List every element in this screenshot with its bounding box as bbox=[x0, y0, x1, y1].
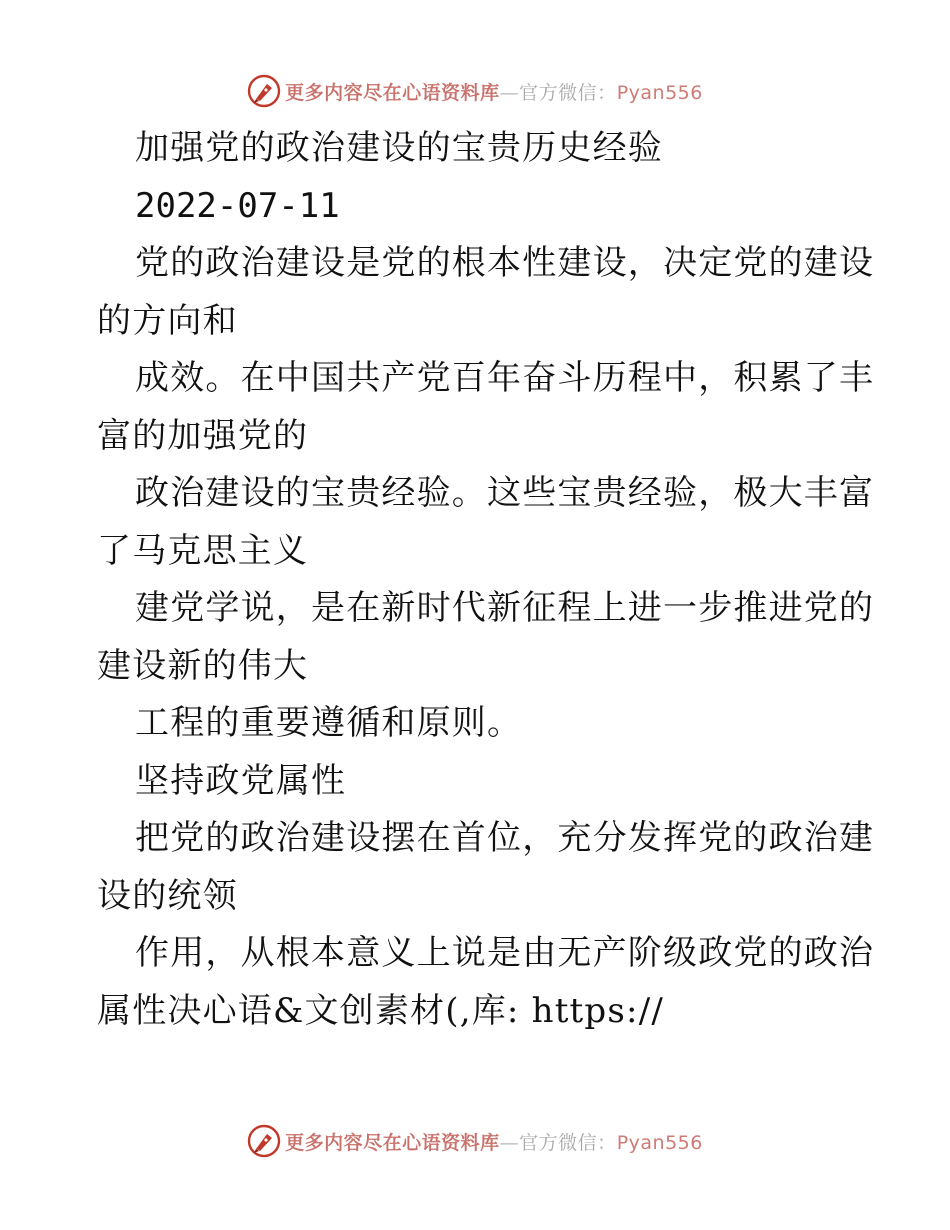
banner-wechat-label: 官方微信： bbox=[519, 1131, 617, 1154]
banner-dash: — bbox=[499, 1131, 520, 1154]
header-watermark-banner bbox=[0, 71, 950, 111]
paragraph-line: 建设新的伟大 bbox=[97, 645, 309, 686]
banner-wechat-label: 官方微信： bbox=[519, 81, 617, 104]
paragraph-line: 成效。在中国共产党百年奋斗历程中，积累了丰 bbox=[135, 358, 875, 398]
banner-wechat-id: Pyan556 bbox=[616, 1131, 703, 1154]
banner-dash: — bbox=[499, 81, 520, 104]
paragraph-line: 建党学说，是在新时代新征程上进一步推进党的 bbox=[135, 588, 875, 628]
banner-main-text: 更多内容尽在心语资料库 bbox=[285, 81, 500, 104]
paragraph-line: 的方向和 bbox=[97, 300, 238, 341]
banner-text bbox=[285, 1128, 703, 1155]
paragraph-line: 把党的政治建设摆在首位，充分发挥党的政治建 bbox=[135, 818, 875, 858]
pen-nib-logo-icon bbox=[247, 1124, 281, 1158]
paragraph-line: 富的加强党的 bbox=[97, 415, 309, 456]
banner-wechat-id: Pyan556 bbox=[616, 81, 703, 104]
pen-nib-logo-icon bbox=[247, 74, 281, 108]
banner-main-text: 更多内容尽在心语资料库 bbox=[285, 1131, 500, 1154]
footer-watermark-banner bbox=[0, 1121, 950, 1161]
paragraph-line: 属性决心语&文创素材(,库: https:// bbox=[97, 990, 665, 1031]
document-date: 2022-07-11 bbox=[135, 185, 340, 226]
paragraph-line: 设的统领 bbox=[97, 875, 238, 916]
paragraph-line: 了马克思主义 bbox=[97, 530, 309, 571]
paragraph-line: 政治建设的宝贵经验。这些宝贵经验，极大丰富 bbox=[135, 473, 875, 513]
document-title: 加强党的政治建设的宝贵历史经验 bbox=[135, 128, 663, 168]
document-body bbox=[97, 120, 875, 1040]
paragraph-line: 作用，从根本意义上说是由无产阶级政党的政治 bbox=[135, 933, 875, 973]
paragraph-line: 工程的重要遵循和原则。 bbox=[135, 703, 523, 743]
section-heading: 坚持政党属性 bbox=[135, 760, 347, 801]
banner-text bbox=[285, 78, 703, 105]
paragraph-line: 党的政治建设是党的根本性建设，决定党的建设 bbox=[135, 243, 875, 283]
